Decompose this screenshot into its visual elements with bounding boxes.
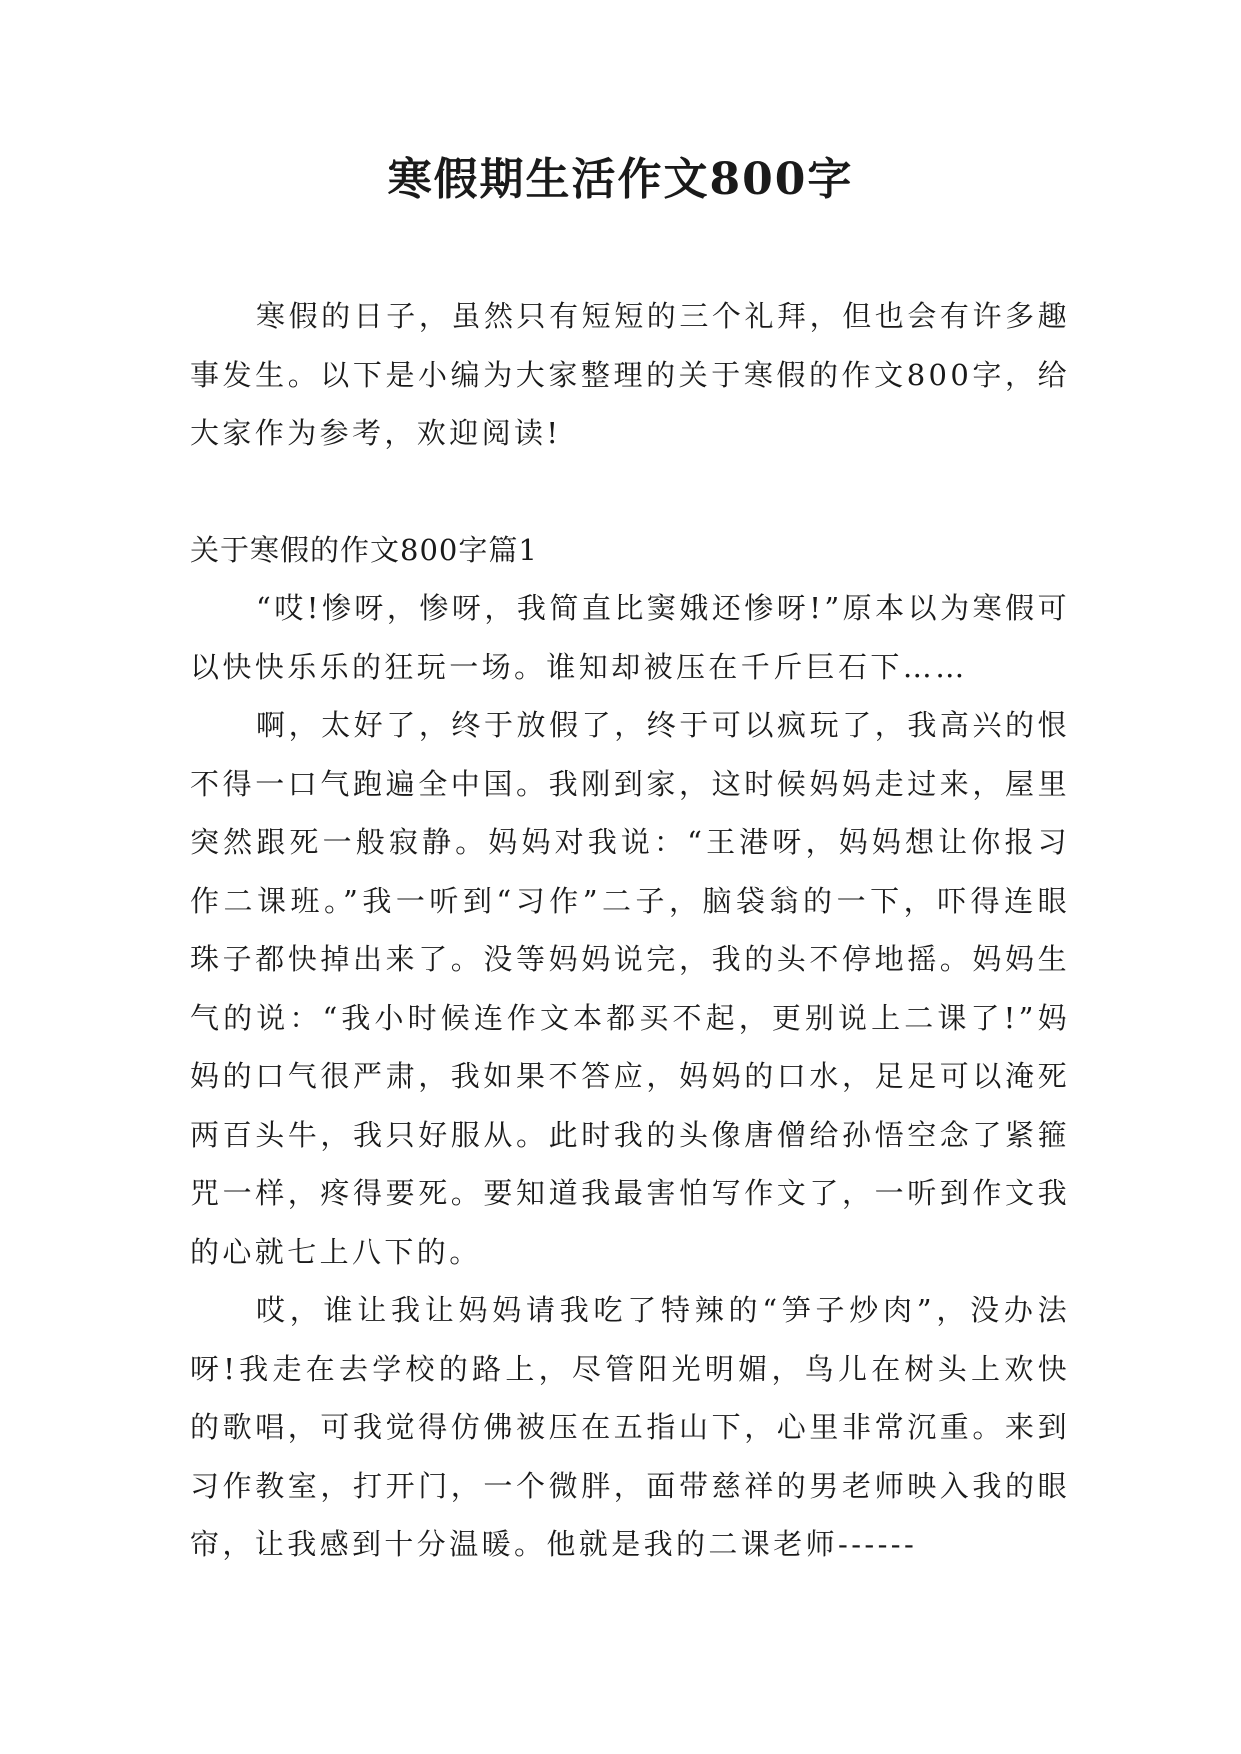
body-paragraph: 啊，太好了，终于放假了，终于可以疯玩了，我高兴的恨不得一口气跑遍全中国。我刚到家，这时候妈妈走过来，屋里突然跟死一般寂静。妈妈对我说：“王港呀，妈妈想让你报习作二课班。”我一听到“习作”二子，脑袋翁的一下，吓得连眼珠子都快掉出来了。没等妈妈说完，我的头不停地摇。妈妈生气的说：“我小时候连作文本都买不起，更别说上二课了!”妈妈的口气很严肃，我如果不答应，妈妈的口水，足足可以淹死两百头牛，我只好服从。此时我的头像唐僧给孙悟空念了紧箍咒一样，疼得要死。要知道我最害怕写作文了，一听到作文我的心就七上八下的。 <box>190 708 1070 1269</box>
document-title: 寒假期生活作文800字 <box>387 154 854 205</box>
section-heading: 关于寒假的作文800字篇1 <box>190 532 538 567</box>
body-paragraph: “哎!惨呀，惨呀，我简直比窦娥还惨呀!”原本以为寒假可以快快乐乐的狂玩一场。谁知却被压在千斤巨石下…… <box>190 591 1070 684</box>
document-body <box>190 287 1070 1574</box>
body-paragraph: 哎，谁让我让妈妈请我吃了特辣的“笋子炒肉”，没办法呀!我走在去学校的路上，尽管阳光明媚，鸟儿在树头上欢快的歌唱，可我觉得仿佛被压在五指山下，心里非常沉重。来到习作教室，打开门，一个微胖，面带慈祥的男老师映入我的眼帘，让我感到十分温暖。他就是我的二课老师------ <box>190 1293 1070 1561</box>
intro-paragraph: 寒假的日子，虽然只有短短的三个礼拜，但也会有许多趣事发生。以下是小编为大家整理的关于寒假的作文800字，给大家作为参考，欢迎阅读! <box>190 299 1070 450</box>
